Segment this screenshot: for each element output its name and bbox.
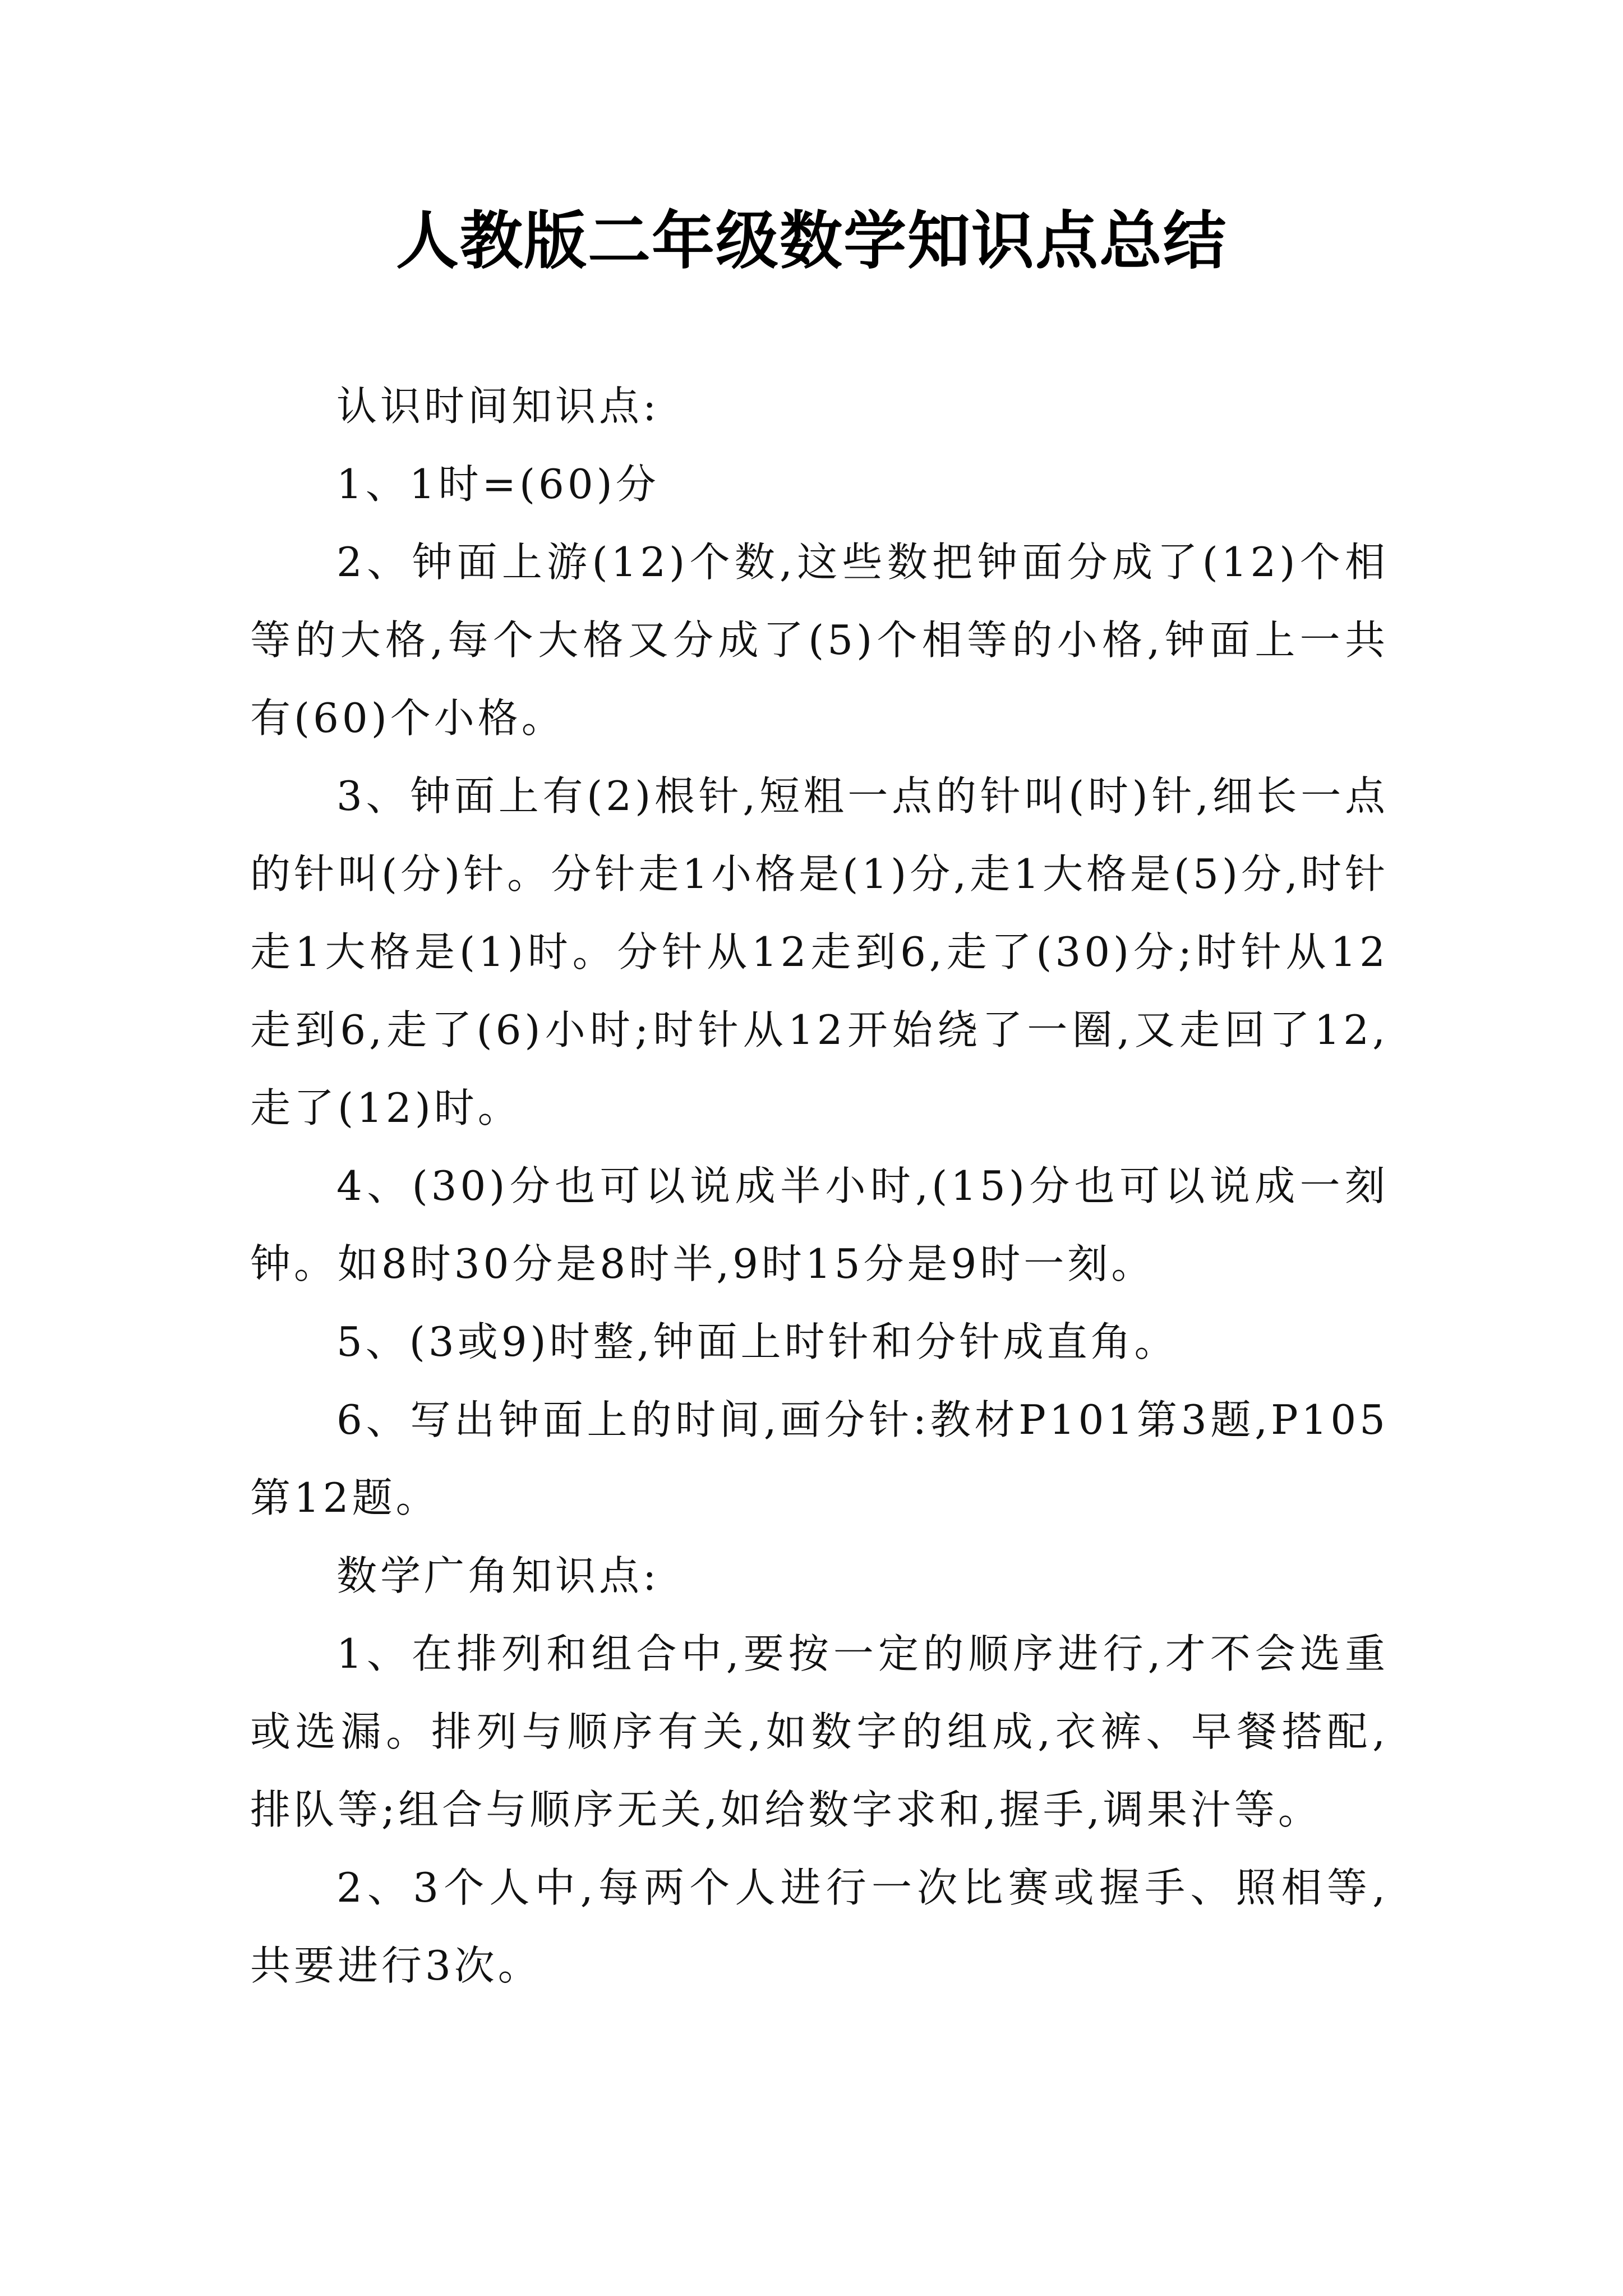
document-title: 人教版二年级数学知识点总结 xyxy=(396,204,1227,278)
paragraph-time-6: 6、写出钟面上的时间,画分针:教材P101第3题,P105第12题。 xyxy=(250,1396,1389,1521)
paragraph-time-3: 3、钟面上有(2)根针,短粗一点的针叫(时)针,细长一点的针叫(分)针。分针走1小格是(1)分,走1大格是(5)分,时针走1大格是(1)时。分针从12走到6,走了(30)分;时针从12走到6,走了(6)小时;时针从12开始绕了一圈,又走回了12,走了(12)时。 xyxy=(250,772,1389,1131)
paragraph-math-2: 2、3个人中,每两个人进行一次比赛或握手、照相等,共要进行3次。 xyxy=(250,1864,1389,1989)
section-heading-math-wide-angle: 数学广角知识点: xyxy=(336,1552,660,1599)
paragraph-time-2: 2、钟面上游(12)个数,这些数把钟面分成了(12)个相等的大格,每个大格又分成了(5)个相等的小格,钟面上一共有(60)个小格。 xyxy=(250,539,1389,742)
paragraph-math-1: 1、在排列和组合中,要按一定的顺序进行,才不会选重或选漏。排列与顺序有关,如数字的组成,衣裤、早餐搭配,排队等;组合与顺序无关,如给数字求和,握手,调果汁等。 xyxy=(250,1630,1389,1833)
document-body xyxy=(250,367,1389,2005)
paragraph-time-1: 1、1时=(60)分 xyxy=(336,461,660,508)
paragraph-time-5: 5、(3或9)时整,钟面上时针和分针成直角。 xyxy=(336,1318,1178,1365)
section-heading-time: 认识时间知识点: xyxy=(336,383,660,430)
paragraph-time-4: 4、(30)分也可以说成半小时,(15)分也可以说成一刻钟。如8时30分是8时半,9时15分是9时一刻。 xyxy=(250,1162,1389,1287)
